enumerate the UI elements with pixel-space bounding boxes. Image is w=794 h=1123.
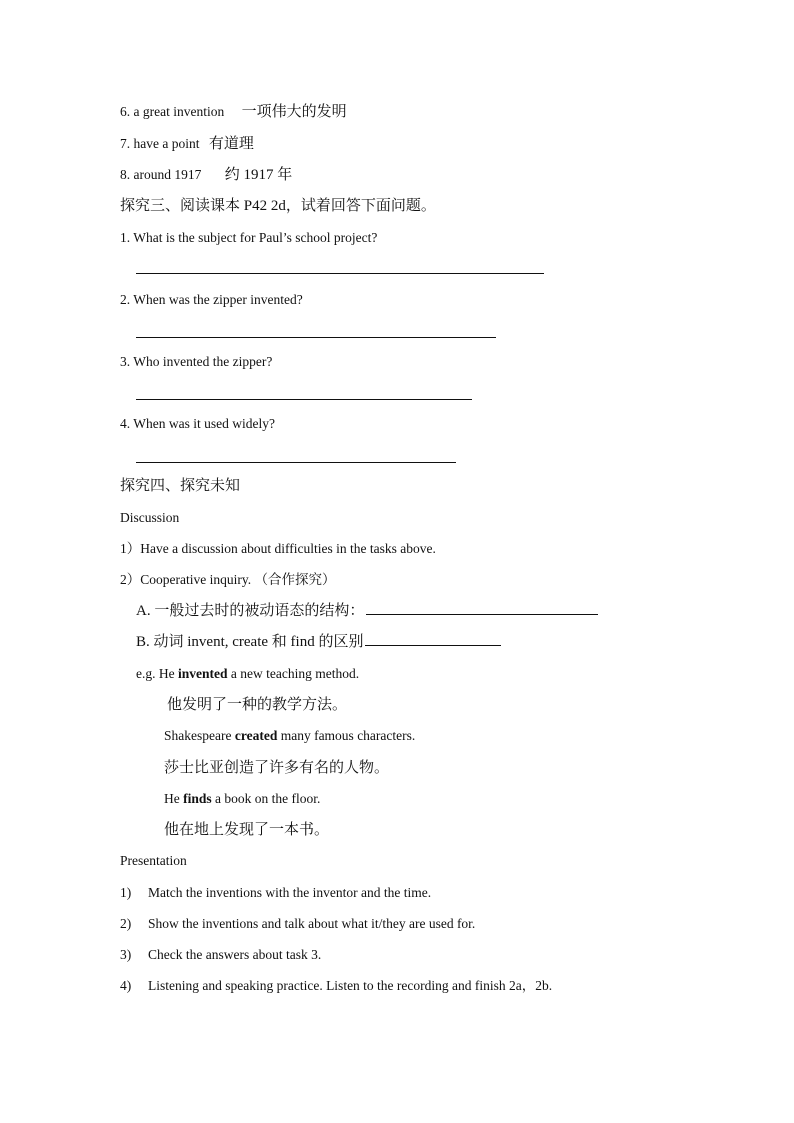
question-1: 1. What is the subject for Paul’s school project? xyxy=(120,230,378,245)
example-1-keyword: invented xyxy=(178,666,228,681)
example-2 xyxy=(164,727,415,745)
task-b-blank[interactable] xyxy=(365,644,501,646)
vocab-item-6 xyxy=(120,103,347,121)
example-1-translation: 他发明了一种的教学方法。 xyxy=(167,697,348,713)
answer-blank-2[interactable] xyxy=(136,337,496,338)
example-3-pre: He xyxy=(164,791,180,806)
example-2-translation: 莎士比亚创造了许多有名的人物。 xyxy=(164,760,390,776)
vocab-item-7 xyxy=(120,135,254,153)
vocab-item-7-en: 7. have a point xyxy=(120,136,200,151)
task-b xyxy=(136,633,501,651)
vocab-item-6-cn: 一项伟大的发明 xyxy=(241,104,347,120)
question-2: 2. When was the zipper invented? xyxy=(120,292,303,307)
question-4: 4. When was it used widely? xyxy=(120,416,275,431)
vocab-item-6-en: 6. a great invention xyxy=(120,104,225,119)
presentation-item-2 xyxy=(120,915,475,933)
task-a xyxy=(136,602,598,620)
vocab-item-8-cn: 约 1917 年 xyxy=(224,167,293,183)
vocab-item-8 xyxy=(120,166,292,184)
presentation-item-4 xyxy=(120,977,552,995)
example-2-post: many famous characters. xyxy=(280,728,416,743)
presentation-item-1-text: Match the inventions with the inventor and the time. xyxy=(148,885,432,900)
example-3 xyxy=(164,790,320,808)
presentation-item-4-text: Listening and speaking practice. Listen to the recording and finish 2a，2b. xyxy=(148,978,553,993)
example-3-post: a book on the floor. xyxy=(215,791,321,806)
example-1-pre: He xyxy=(158,666,175,681)
presentation-item-2-num: 2) xyxy=(120,916,132,931)
example-1-post: a new teaching method. xyxy=(230,666,360,681)
presentation-item-4-num: 4) xyxy=(120,978,132,993)
question-3: 3. Who invented the zipper? xyxy=(120,354,273,369)
presentation-item-3-num: 3) xyxy=(120,947,132,962)
task-b-label: B. 动词 invent, create 和 find 的区别 xyxy=(136,634,364,650)
example-3-keyword: finds xyxy=(183,791,212,806)
discussion-item-1: 1）Have a discussion about difficulties in the tasks above. xyxy=(120,541,436,556)
task-a-label: A. 一般过去时的被动语态的结构： xyxy=(136,603,365,619)
presentation-item-1 xyxy=(120,884,431,902)
presentation-item-1-num: 1) xyxy=(120,885,132,900)
answer-blank-4[interactable] xyxy=(136,462,456,463)
discussion-label: Discussion xyxy=(120,510,180,525)
discussion-item-2: 2）Cooperative inquiry. （合作探究） xyxy=(120,572,336,587)
section-3-heading: 探究三、阅读课本 P42 2d，试着回答下面问题。 xyxy=(120,198,436,214)
presentation-item-3 xyxy=(120,946,321,964)
vocab-item-8-en: 8. around 1917 xyxy=(120,167,202,182)
example-1 xyxy=(136,665,359,683)
presentation-item-2-text: Show the inventions and talk about what it/they are used for. xyxy=(148,916,476,931)
answer-blank-3[interactable] xyxy=(136,399,472,400)
example-2-keyword: created xyxy=(234,728,278,743)
example-2-pre: Shakespeare xyxy=(164,728,232,743)
example-prefix: e.g. xyxy=(136,666,156,681)
example-3-translation: 他在地上发现了一本书。 xyxy=(164,822,330,838)
vocab-item-7-cn: 有道理 xyxy=(208,136,254,152)
answer-blank-1[interactable] xyxy=(136,273,544,274)
section-4-heading: 探究四、探究未知 xyxy=(120,478,241,494)
presentation-label: Presentation xyxy=(120,853,187,868)
presentation-item-3-text: Check the answers about task 3. xyxy=(148,947,322,962)
task-a-blank[interactable] xyxy=(366,613,598,615)
